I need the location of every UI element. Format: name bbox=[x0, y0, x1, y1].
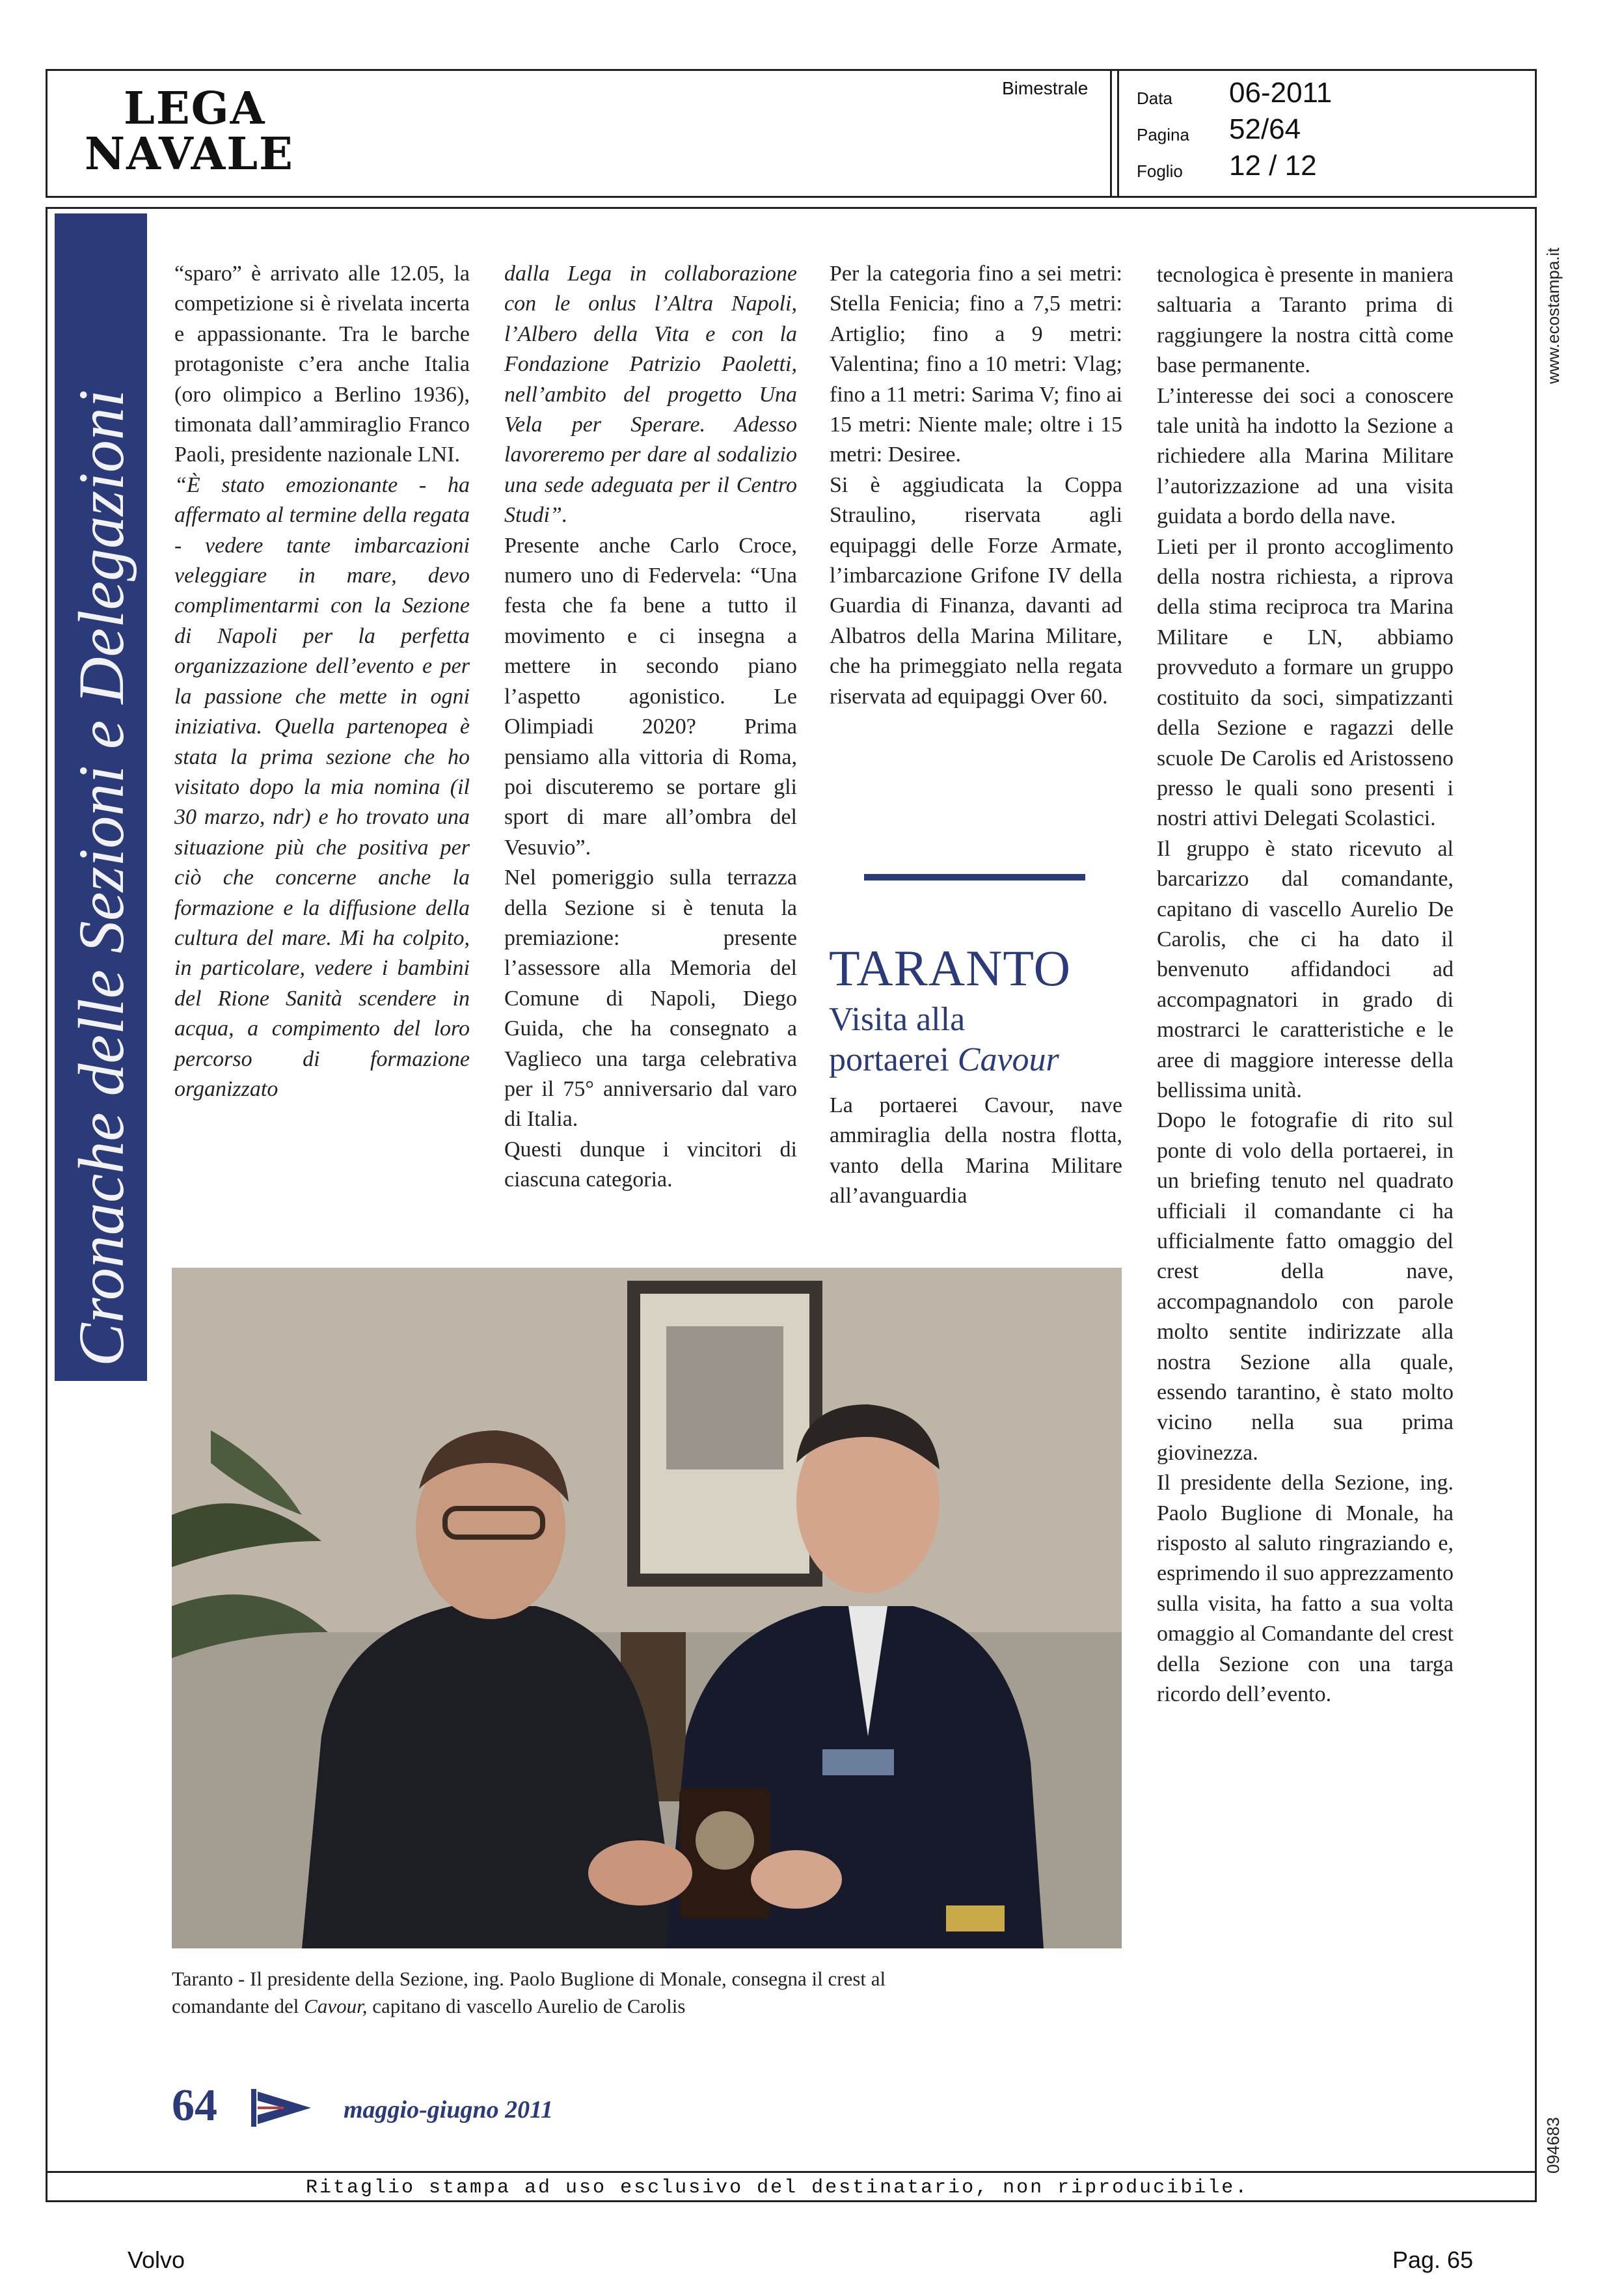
logo-line-1: LEGA bbox=[124, 83, 266, 135]
frequency-label: Bimestrale bbox=[1002, 78, 1089, 98]
website-text: www.ecostampa.it bbox=[1543, 247, 1563, 384]
disclaimer-text: Ritaglio stampa ad uso esclusivo del destinatario, non riproducibile. bbox=[306, 2177, 1249, 2199]
section-title: TARANTO bbox=[829, 940, 1071, 996]
subtitle-line-2a: portaerei bbox=[829, 1041, 949, 1078]
clipping-code-vertical bbox=[1543, 2102, 1569, 2174]
article-column-1 bbox=[174, 259, 470, 1104]
sheet-label: Foglio bbox=[1137, 161, 1183, 181]
paragraph: Per la categoria fino a sei metri: Stella Fenicia; fino a 7,5 metri: Artiglio; fino a 9 metri: Valentina; fino a 10 metri: Vlag; fino a 11 metri: Sarima V; fino ai 15 metri: Niente male; oltre i 15 metri: Desiree. bbox=[830, 262, 1122, 467]
article-column-4 bbox=[1157, 260, 1454, 1710]
magazine-page-number: 64 bbox=[172, 2081, 217, 2131]
clipping-code-text: 094683 bbox=[1543, 2117, 1563, 2174]
caption-line-2a: comandante del bbox=[172, 1995, 299, 2017]
date-label: Data bbox=[1137, 89, 1172, 108]
paragraph: L’interesse dei soci a conoscere tale unità ha indotto la Sezione a richiedere alla Marina Militare l’autorizzazione ad una visita guidata a bordo della nave. bbox=[1157, 383, 1454, 529]
paragraph: La portaerei Cavour, nave ammiraglia della nostra flotta, vanto della Marina Militare all’avanguardia bbox=[830, 1093, 1122, 1208]
subtitle-line-1: Visita alla bbox=[829, 1001, 966, 1038]
document-page-number: Pag. 65 bbox=[1392, 2246, 1474, 2273]
paragraph-quote: “È stato emozionante - ha affermato al termine della regata - vedere tante imbarcazioni veleggiare in mare, devo complimentarmi con la Sezione di Napoli per la perfetta organizzazione dell’evento e per la passione che mette in ogni iniziativa. Quella partenopea è stata la prima sezione che ho visitato dopo la mia nomina (il 30 marzo, ndr) e ho trovato una situazione più che positiva per ciò che concerne anche la formazione e la diffusione della cultura del mare. Mi ha colpito, in particolare, vedere i bambini del Rione Sanità scendere in acqua, a compimento del loro percorso di formazione organizzato bbox=[174, 472, 470, 1101]
paragraph: Nel pomeriggio sulla terrazza della Sezione si è tenuta la premiazione: presente l’assessore alla Memoria del Comune di Napoli, Diego Guida, che ha consegnato a Vaglieco una targa celebrativa per il 75° anniversario dal varo di Italia. bbox=[504, 866, 797, 1132]
disclaimer-bar bbox=[46, 2171, 1537, 2204]
metadata-box bbox=[1110, 69, 1539, 198]
sheet-value: 12 / 12 bbox=[1229, 150, 1317, 182]
logo-line-2: NAVALE bbox=[85, 128, 294, 180]
lega-navale-logo bbox=[85, 83, 325, 180]
article-column-3-continued bbox=[830, 1091, 1122, 1212]
page-value: 52/64 bbox=[1229, 113, 1301, 145]
paragraph: Il gruppo è stato ricevuto al barcarizzo dal comandante, capitano di vascello Aurelio De Carolis, che ci ha dato il benvenuto affidandoci ad accompagnatori in grado di mostrarci le caratteristiche e le aree di maggiore interesse della bellissima unità. bbox=[1157, 836, 1454, 1102]
section-sidebar bbox=[55, 213, 147, 1381]
subtitle-ship-name: Cavour bbox=[957, 1041, 1059, 1078]
section-subtitle bbox=[829, 1000, 1141, 1080]
article-photo bbox=[172, 1268, 1122, 1948]
paragraph: tecnologica è presente in maniera saltuaria a Taranto prima di raggiungere la nostra città come base permanente. bbox=[1157, 263, 1454, 378]
paragraph: Il presidente della Sezione, ing. Paolo Buglione di Monale, ha risposto al saluto ringraziando e, esprimendo il suo apprezzamento sulla visita, ha fatto a sua volta omaggio al Comandante del crest della Sezione con una targa ricordo dell’evento. bbox=[1157, 1471, 1454, 1707]
client-name: Volvo bbox=[128, 2246, 185, 2273]
article-column-3 bbox=[830, 259, 1122, 712]
paragraph-quote: dalla Lega in collaborazione con le onlus l’Altra Napoli, l’Albero della Vita e con la Fondazione Patrizio Paoletti, nell’ambito del progetto Una Vela per Sperare. Adesso lavoreremo per dare al sodalizio una sede adeguata per il Centro Studi”. bbox=[504, 262, 797, 528]
paragraph: Presente anche Carlo Croce, numero uno di Federvela: “Una festa che fa bene a tutto il movimento e ci insegna a mettere in secondo piano l’aspetto agonistico. Le Olimpiadi 2020? Prima pensiamo alla vittoria di Roma, poi discuteremo se portare gli sport di mare all’ombra del Vesuvio”. bbox=[504, 533, 797, 860]
paragraph: Si è aggiudicata la Coppa Straulino, riservata agli equipaggi delle Forze Armate, l’imbarcazione Grifone IV della Guardia di Finanza, davanti ad Albatros della Marina Militare, che ha primeggiato nella regata riservata ad equipaggi Over 60. bbox=[830, 472, 1122, 709]
page-label: Pagina bbox=[1137, 125, 1189, 144]
website-vertical bbox=[1543, 215, 1569, 384]
sidebar-title: Cronache delle Sezioni e Delegazioni bbox=[65, 389, 137, 1367]
paragraph: Dopo le fotografie di rito sul ponte di volo della portaerei, in un briefing tenuto nel quadrato ufficiali il comandante ci ha ufficialmente fatto omaggio del crest della nave, accompagnandolo con parole molto sentite indirizzate alla nostra Sezione alla quale, essendo tarantino, è stato molto vicino nella sua prima giovinezza. bbox=[1157, 1108, 1454, 1465]
date-value: 06-2011 bbox=[1229, 77, 1333, 109]
article-column-2 bbox=[504, 259, 797, 1195]
issue-date: maggio-giugno 2011 bbox=[344, 2096, 553, 2123]
paragraph: Lieti per il pronto accoglimento della nostra richiesta, a riprova della stima reciproca tra Marina Militare e LN, abbiamo provveduto a formare un gruppo costituito da soci, simpatizzanti della Sezione e ragazzi delle scuole De Carolis ed Aristosseno presso le quali sono presenti i nostri attivi Delegati Scolastici. bbox=[1157, 534, 1454, 831]
paragraph: “sparo” è arrivato alle 12.05, la competizione si è rivelata incerta e appassionante. Tra le barche protagoniste c’era anche Italia (oro olimpico a Berlino 1936), timonata dall’ammiraglio Franco Paoli, presidente nazionale LNI. bbox=[174, 262, 470, 467]
caption-line-2b: capitano di vascello Aurelio de Carolis bbox=[372, 1995, 686, 2017]
paragraph: Questi dunque i vincitori di ciascuna categoria. bbox=[504, 1137, 797, 1192]
photo-caption bbox=[172, 1965, 1122, 2020]
caption-line-1: Taranto - Il presidente della Sezione, ing. Paolo Buglione di Monale, consegna il crest al bbox=[172, 1967, 886, 1990]
caption-ship-name: Cavour, bbox=[304, 1995, 368, 2017]
section-divider bbox=[864, 874, 1085, 880]
pennant-icon bbox=[251, 2089, 314, 2127]
